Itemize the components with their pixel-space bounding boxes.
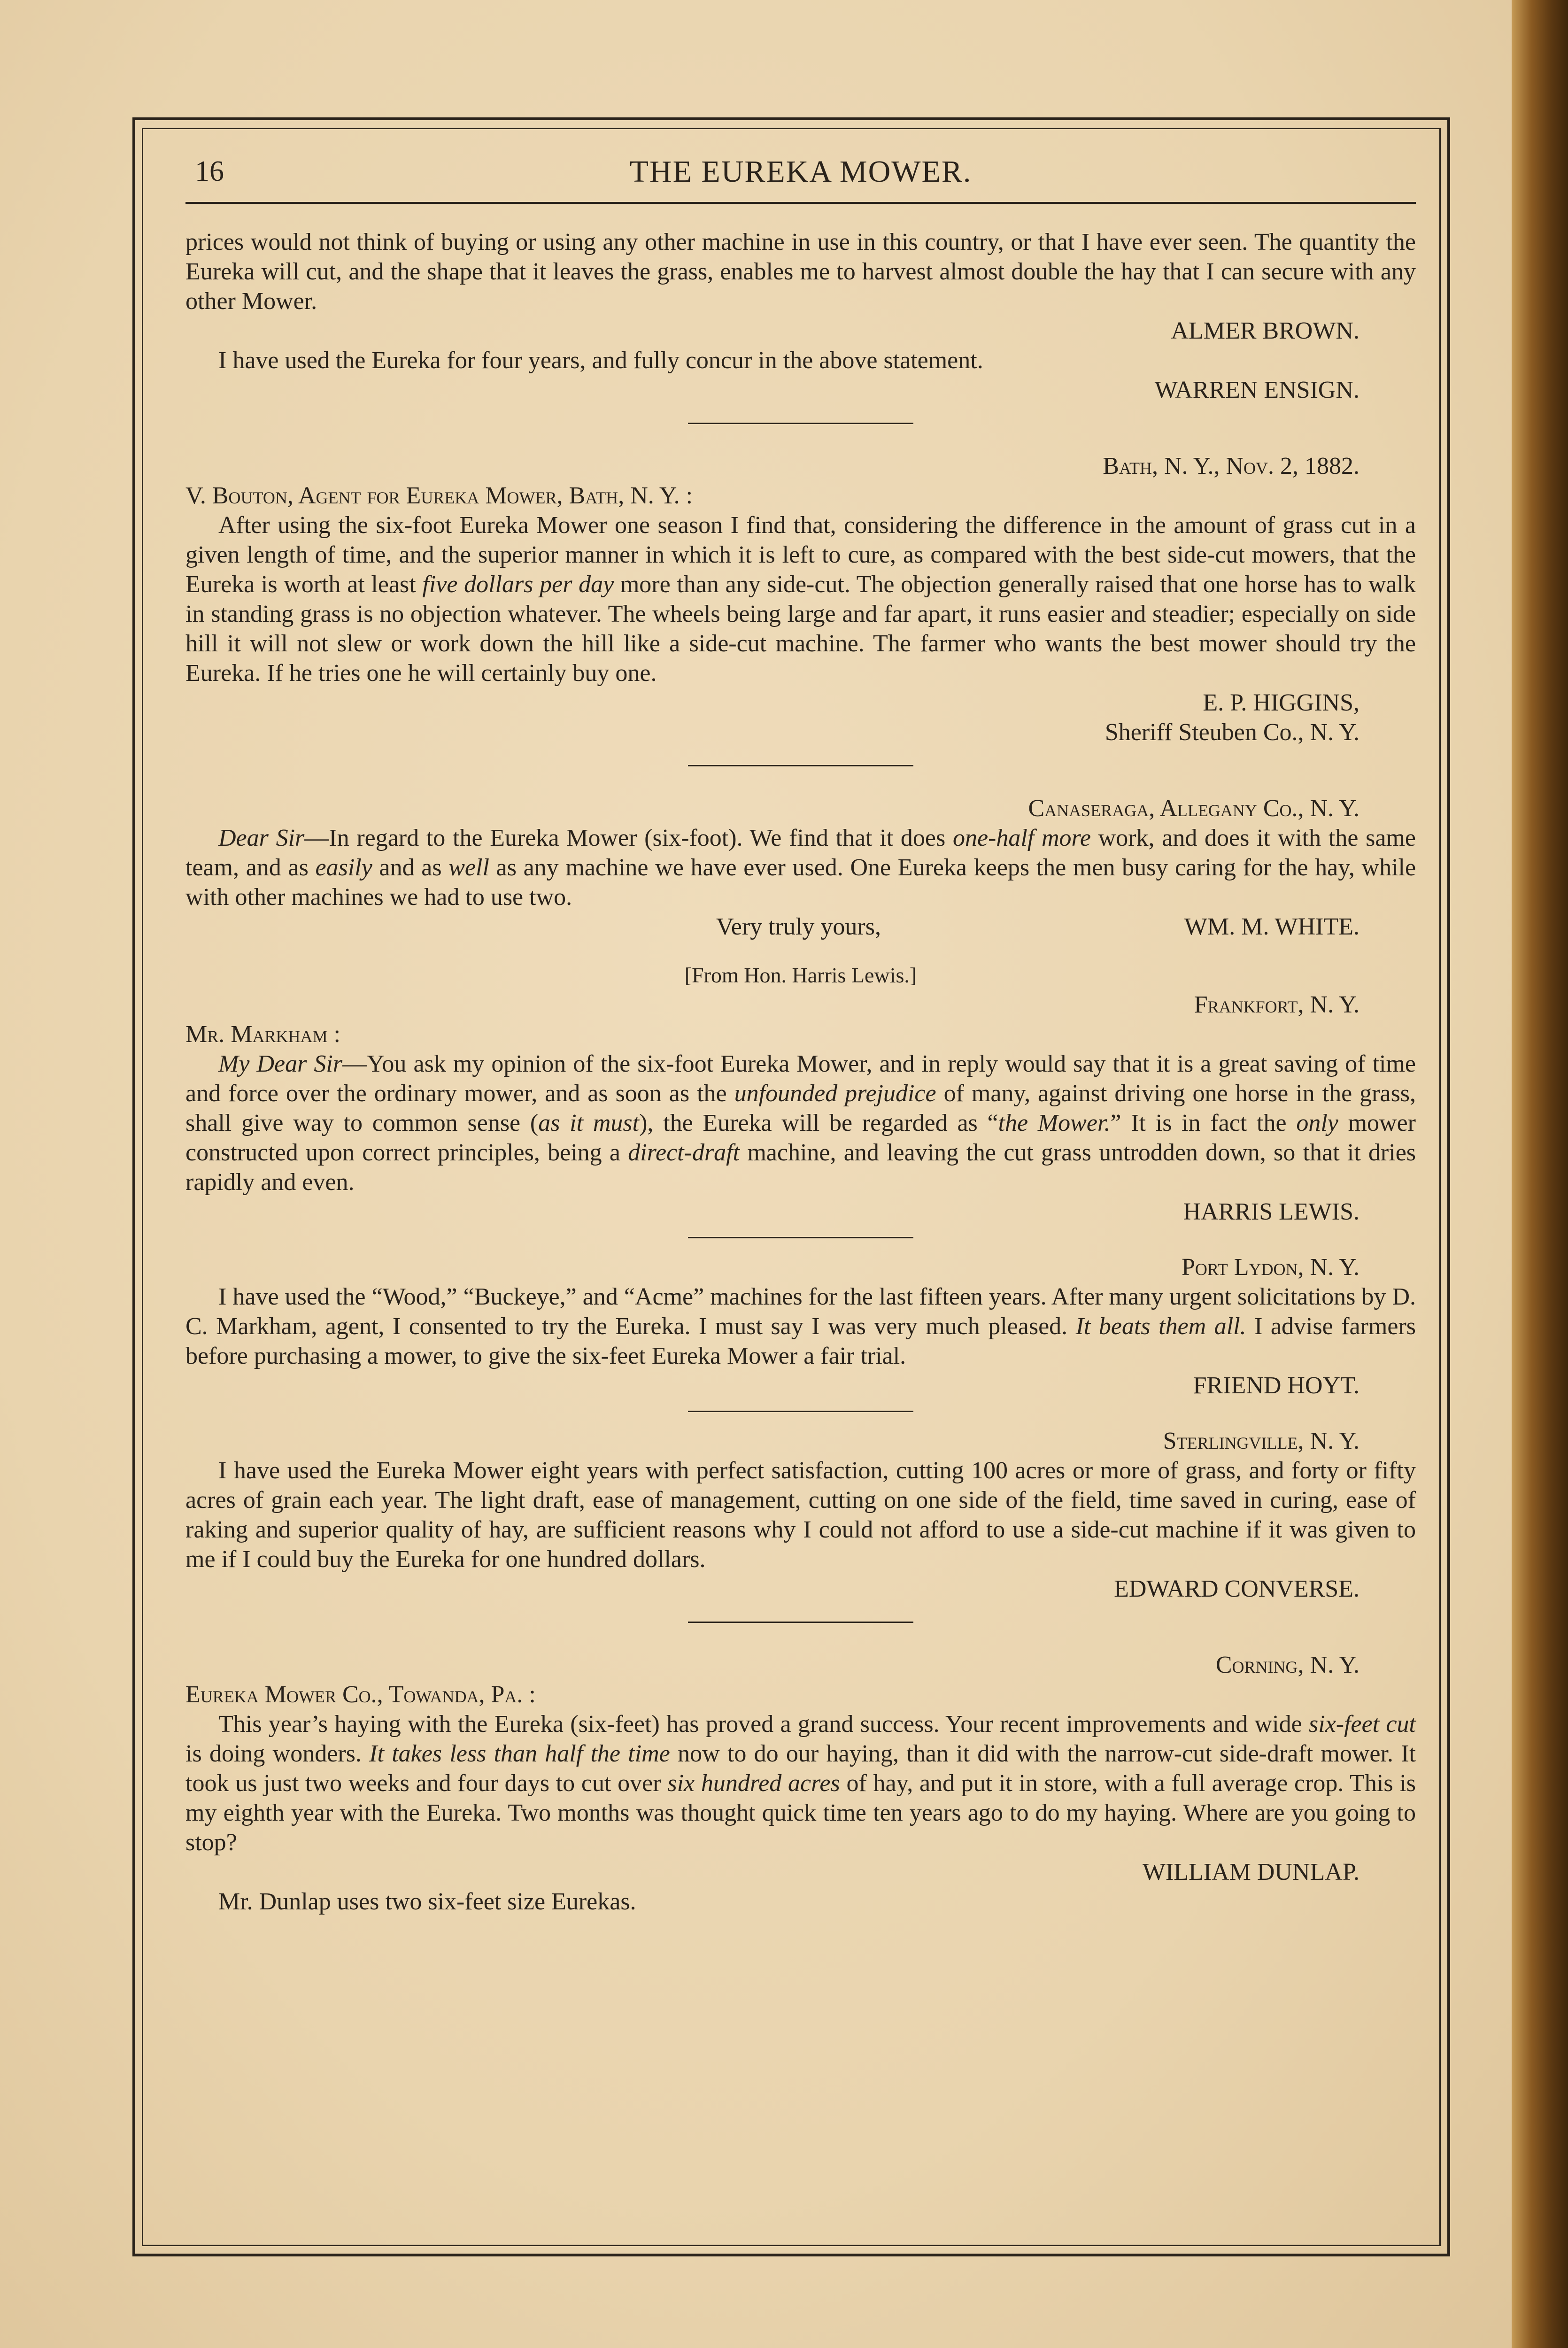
letter-body: I have used the Eureka Mower eight years with perfect satisfaction, cutting 100 acres or more of grass, and forty or fifty acres of grain each year. The light draft, ease of management, cutting on one side of the field, time saved in curing, ease of raking and superior quality of hay, are sufficient reasons why I could not afford to use a side-cut machine if it was given to me if I could buy the Eureka for one hundred dollars.	[185, 1457, 1416, 1573]
letter-edward-converse	[185, 1426, 1416, 1604]
running-header	[185, 150, 1416, 204]
place-date: Frankfort, N. Y.	[1194, 991, 1359, 1018]
signature: HARRIS LEWIS.	[1183, 1198, 1359, 1225]
signature: WM. M. WHITE.	[1184, 913, 1359, 940]
place-date: Bath, N. Y., Nov. 2, 1882.	[1103, 453, 1359, 479]
page-title: THE EUREKA MOWER.	[629, 154, 972, 189]
source-note: [From Hon. Harris Lewis.]	[684, 963, 917, 987]
footnote: Mr. Dunlap uses two six-feet size Eurekas.	[218, 1888, 636, 1915]
emphasis: five dollars per day	[422, 571, 614, 598]
letter-harris-lewis	[185, 960, 1416, 1227]
closing-line	[185, 912, 1416, 942]
addressee: V. Bouton, Agent for Eureka Mower, Bath, N. Y. :	[185, 482, 693, 509]
letter-william-dunlap	[185, 1650, 1416, 1916]
book-spine-edge	[1512, 0, 1568, 2348]
signature: WARREN ENSIGN.	[1154, 377, 1359, 403]
place-date: Sterlingville, N. Y.	[1163, 1428, 1359, 1454]
page-content	[185, 150, 1416, 1916]
section-divider	[688, 1622, 913, 1623]
section-divider	[688, 1411, 913, 1412]
letter-body: I have used the “Wood,” “Buckeye,” and “Acme” machines for the last fifteen years. After many urgent solicitations by D. C. Markham, agent, I consented to try the Eureka. I must say I was very much pleased. It beats them all. I advise farmers before purchasing a mower, to give the six-feet Eureka Mower a fair trial.	[185, 1283, 1416, 1369]
closing: Very truly yours,	[716, 913, 881, 940]
letter-friend-hoyt	[185, 1252, 1416, 1400]
signature-title: Sheriff Steuben Co., N. Y.	[1105, 719, 1359, 746]
signature: E. P. HIGGINS,	[1203, 689, 1359, 716]
signature: WILLIAM DUNLAP.	[1142, 1859, 1359, 1885]
signature: ALMER BROWN.	[1171, 317, 1359, 344]
letter-white	[185, 794, 1416, 942]
section-divider	[688, 1237, 913, 1238]
section-divider	[688, 765, 913, 766]
place-date: Corning, N. Y.	[1215, 1652, 1359, 1678]
letter-body: This year’s haying with the Eureka (six-feet) has proved a grand success. Your recent improvements and wide six-feet cut is doing wonders. It takes less than half the time now to do our haying, than it did with the narrow-cut side-draft mower. It took us just two weeks and four days to cut over six hundred acres of hay, and put it in store, with a full average crop. This is my eighth year with the Eureka. Two months was thought quick time ten years ago to do my haying. Where are you going to stop?	[185, 1711, 1416, 1856]
signature: EDWARD CONVERSE.	[1114, 1576, 1359, 1602]
letter-body: Dear Sir—In regard to the Eureka Mower (six-foot). We find that it does one-half more work, and does it with the same team, and as easily and as well as any machine we have ever used. One Eureka keeps the men busy caring for the hay, while with other machines we had to use two.	[185, 825, 1416, 911]
letter-body: prices would not think of buying or using any other machine in use in this country, or that I have ever seen. The quantity the Eureka will cut, and the shape that it leaves the grass, enables me to harvest almost double the hay that I can secure with any other Mower.	[185, 229, 1416, 315]
page-number: 16	[195, 155, 224, 187]
place-date: Canaseraga, Allegany Co., N. Y.	[1028, 795, 1359, 822]
place-date: Port Lydon, N. Y.	[1182, 1254, 1359, 1281]
letter-higgins	[185, 451, 1416, 747]
salutation: Dear Sir	[218, 825, 305, 851]
signature: FRIEND HOYT.	[1193, 1372, 1359, 1399]
letter-body: My Dear Sir—You ask my opinion of the six-foot Eureka Mower, and in reply would say that it is a great saving of time and force over the ordinary mower, and as soon as the unfounded prejudice of many, against driving one horse in the grass, shall give way to common sense (as it must), the Eureka will be regarded as “the Mower.” It is in fact the only mower constructed upon correct principles, being a direct-draft machine, and leaving the cut grass untrodden down, so that it dries rapidly and even.	[185, 1050, 1416, 1196]
letter-almer-brown	[185, 227, 1416, 405]
section-divider	[688, 423, 913, 424]
addressee: Mr. Markham :	[185, 1021, 340, 1048]
addressee: Eureka Mower Co., Towanda, Pa. :	[185, 1681, 536, 1708]
concur-statement: I have used the Eureka for four years, and fully concur in the above statement.	[218, 347, 983, 374]
letter-body: After using the six-foot Eureka Mower one season I find that, considering the difference in the amount of grass cut in a given length of time, and the superior manner in which it is left to cure, as compared with the best side-cut mowers, that the Eureka is worth at least five dollars per day more than any side-cut. The objection generally raised that one horse has to walk in standing grass is no objection whatever. The wheels being large and far apart, it runs easier and steadier; especially on side hill it will not slew or work down the hill like a side-cut machine. The farmer who wants the best mower should try the Eureka. If he tries one he will certainly buy one.	[185, 512, 1416, 687]
salutation: My Dear Sir	[218, 1050, 343, 1077]
